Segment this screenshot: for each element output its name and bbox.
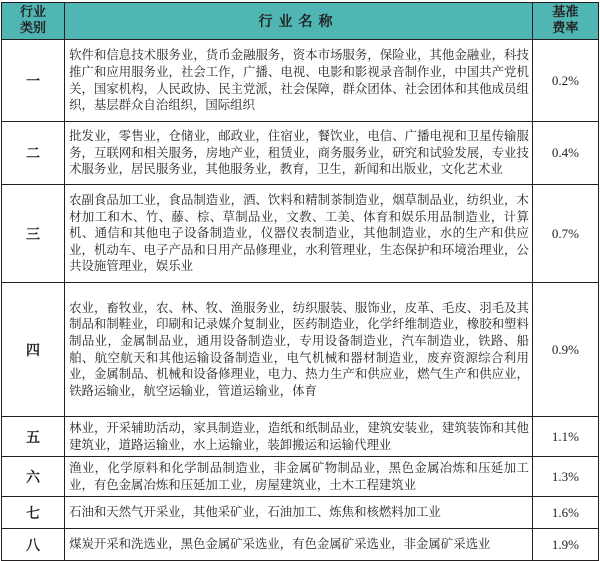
rate-cell: 0.2% bbox=[532, 40, 598, 122]
category-cell: 七 bbox=[2, 497, 65, 529]
rate-cell: 1.1% bbox=[532, 417, 598, 457]
industries-cell: 石油和天然气开采业，其他采矿业，石油加工、炼焦和核燃料加工业 bbox=[65, 497, 533, 529]
industries-cell: 煤炭开采和洗选业，黑色金属矿采选业，有色金属矿采选业，非金属矿采选业 bbox=[65, 529, 533, 561]
table-body bbox=[2, 40, 599, 561]
table-header bbox=[2, 3, 599, 40]
category-cell: 五 bbox=[2, 417, 65, 457]
rate-cell: 1.9% bbox=[532, 529, 598, 561]
rate-cell: 1.3% bbox=[532, 457, 598, 497]
industries-cell: 农业，畜牧业，农、林、牧、渔服务业，纺织服装、服饰业，皮革、毛皮、羽毛及其制品和制鞋业，印刷和记录媒介复制业，医药制造业，化学纤维制造业，橡胶和塑料制品业，金属制品业，通用设备制造业，专用设备制造业，汽车制造业，铁路、船舶、航空航天和其他运输设备制造业，电气机械和器材制造业，废弃资源综合利用业，金属制品、机械和设备修理业，电力、热力生产和供应业，燃气生产和供应业，铁路运输业，航空运输业，管道运输业，体育 bbox=[65, 283, 533, 417]
industries-cell: 林业，开采辅助活动，家具制造业，造纸和纸制品业，建筑安装业，建筑装饰和其他建筑业，道路运输业，水上运输业，装卸搬运和运输代理业 bbox=[65, 417, 533, 457]
rate-cell: 0.7% bbox=[532, 185, 598, 283]
header-rate bbox=[532, 3, 598, 40]
category-cell: 六 bbox=[2, 457, 65, 497]
header-category bbox=[2, 3, 65, 40]
table-row bbox=[2, 40, 599, 122]
header-rate-line1: 基准 bbox=[552, 5, 579, 20]
rate-cell: 0.4% bbox=[532, 122, 598, 185]
rate-cell: 0.9% bbox=[532, 283, 598, 417]
industries-cell: 软件和信息技术服务业，货币金融服务，资本市场服务，保险业，其他金融业，科技推广和应用服务业，社会工作，广播、电视、电影和影视录音制作业，中国共产党机关，国家机构，人民政协、民主党派，社会保障，群众团体、社会团体和其他成员组织，基层群众自治组织，国际组织 bbox=[65, 40, 533, 122]
industry-rate-table bbox=[1, 2, 599, 561]
industries-cell: 渔业，化学原料和化学制品制造业，非金属矿物制品业，黑色金属冶炼和压延加工业，有色金属冶炼和压延加工业，房屋建筑业，土木工程建筑业 bbox=[65, 457, 533, 497]
category-cell: 八 bbox=[2, 529, 65, 561]
industries-cell: 农副食品加工业，食品制造业，酒、饮料和精制茶制造业，烟草制品业，纺织业，木材加工和木、竹、藤、棕、草制品业，文教、工美、体育和娱乐用品制造业，计算机、通信和其他电子设备制造业，仪器仪表制造业，其他制造业，水的生产和供应业，机动车、电子产品和日用产品修理业，水利管理业，生态保护和环境治理业，公共设施管理业，娱乐业 bbox=[65, 185, 533, 283]
rate-cell: 1.6% bbox=[532, 497, 598, 529]
category-cell: 一 bbox=[2, 40, 65, 122]
table-row bbox=[2, 417, 599, 457]
industries-cell: 批发业，零售业，仓储业，邮政业，住宿业，餐饮业，电信、广播电视和卫星传输服务，互联网和相关服务，房地产业，租赁业，商务服务业，研究和试验发展，专业技术服务业，居民服务业，其他服务业，教育，卫生，新闻和出版业，文化艺术业 bbox=[65, 122, 533, 185]
table-row bbox=[2, 185, 599, 283]
table-row bbox=[2, 122, 599, 185]
category-cell: 三 bbox=[2, 185, 65, 283]
table-row bbox=[2, 497, 599, 529]
header-category-line2: 类别 bbox=[20, 21, 47, 36]
category-cell: 二 bbox=[2, 122, 65, 185]
header-industry-name: 行业名称 bbox=[65, 3, 533, 40]
header-rate-line2: 费率 bbox=[552, 21, 579, 36]
category-cell: 四 bbox=[2, 283, 65, 417]
table-row bbox=[2, 283, 599, 417]
table-row bbox=[2, 457, 599, 497]
table-row bbox=[2, 529, 599, 561]
header-category-line1: 行业 bbox=[20, 5, 47, 20]
header-row bbox=[2, 3, 599, 40]
